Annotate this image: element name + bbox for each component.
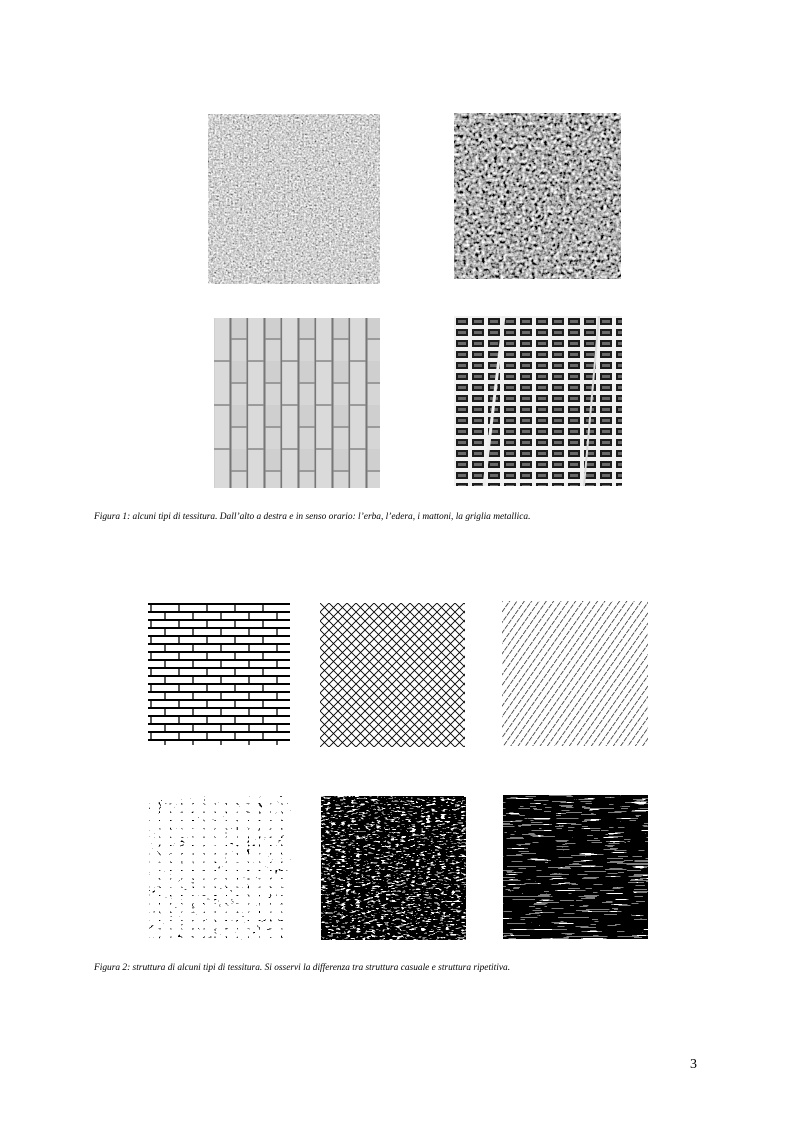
page-number: 3 — [690, 1057, 697, 1072]
figure-1-caption: Figura 1: alcuni tipi di tessitura. Dall’alto a destra e in senso orario: l’erba, l’edera, i mattoni, la griglia metallica. — [94, 512, 531, 522]
metal-grid-texture-image — [454, 316, 622, 486]
diagonal-hatch-pattern-image — [502, 601, 648, 746]
figure-2-caption: Figura 2: struttura di alcuni tipi di tessitura. Si osservi la differenza tra struttura casuale e struttura ripetitiva. — [94, 963, 511, 973]
brick-wall-texture-image — [214, 318, 380, 488]
random-diagonal-pattern-image — [503, 795, 648, 939]
random-crosshatch-pattern-image — [321, 796, 466, 940]
diamond-lattice-pattern-image — [320, 603, 465, 747]
random-block-pattern-image — [149, 796, 291, 940]
brick-pattern-image — [148, 603, 290, 745]
grass-texture-image — [208, 114, 380, 284]
ivy-texture-image — [454, 113, 621, 279]
